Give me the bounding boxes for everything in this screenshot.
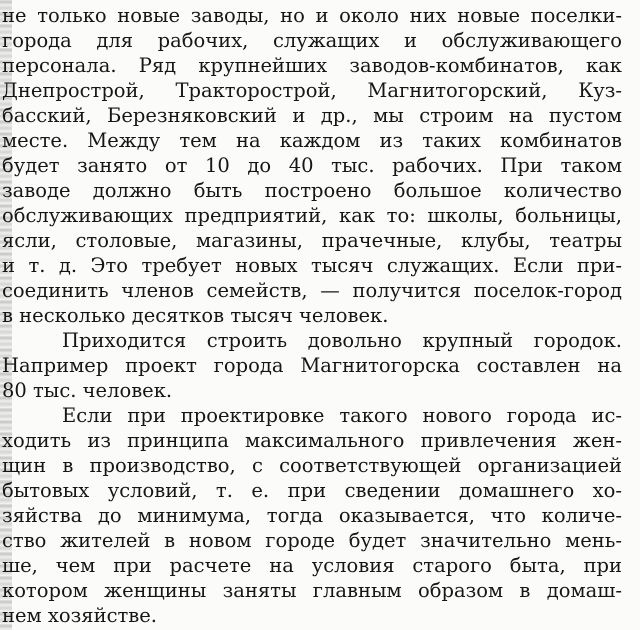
text-line: щин в производство, с соответствующей организацией (2, 454, 622, 477)
text-line: будет занято от 10 до 40 тыс. рабочих. При таком (2, 154, 622, 177)
text-line: 80 тыс. человек. (2, 379, 173, 402)
text-line: Если при проектировке такого нового города ис- (62, 404, 622, 427)
text-line: нем хозяйстве. (2, 604, 158, 627)
text-line: месте. Между тем на каждом из таких комбинатов (2, 129, 622, 152)
text-line: Приходится строить довольно крупный городок. (62, 329, 622, 352)
text-line: персонала. Ряд крупнейших заводов-комбинатов, как (2, 54, 622, 77)
text-line: бытовых условий, т. е. при сведении домашнего хо- (2, 479, 622, 502)
text-line: соединить членов семейств, — получится поселок-город (2, 279, 622, 302)
text-line: зяйства до минимума, тогда оказывается, что количе- (2, 504, 622, 527)
text-line: басский, Березняковский и др., мы строим на пустом (2, 104, 622, 127)
text-line: города для рабочих, служащих и обслуживающего (2, 29, 622, 52)
text-line: ше, чем при расчете на условия старого быта, при (2, 554, 622, 577)
text-line: котором женщины заняты главным образом в домаш- (2, 579, 622, 602)
text-line: в несколько десятков тысяч человек. (2, 304, 389, 327)
text-line: обслуживающих предприятий, как то: школы, больницы, (2, 204, 622, 227)
text-line: Например проект города Магнитогорска составлен на (2, 354, 622, 377)
text-line: и т. д. Это требует новых тысяч служащих. Если при- (2, 254, 622, 277)
text-line: Днепрострой, Тракторострой, Магнитогорский, Куз- (2, 79, 622, 102)
text-line: ясли, столовые, магазины, прачечные, клубы, театры (2, 229, 622, 252)
text-line: ходить из принципа максимального привлечения жен- (2, 429, 622, 452)
text-line: не только новые заводы, но и около них новые поселки- (2, 4, 622, 27)
text-line: заводе должно быть построено большое количество (2, 179, 622, 202)
text-line: ство жителей в новом городе будет значительно мень- (2, 529, 622, 552)
